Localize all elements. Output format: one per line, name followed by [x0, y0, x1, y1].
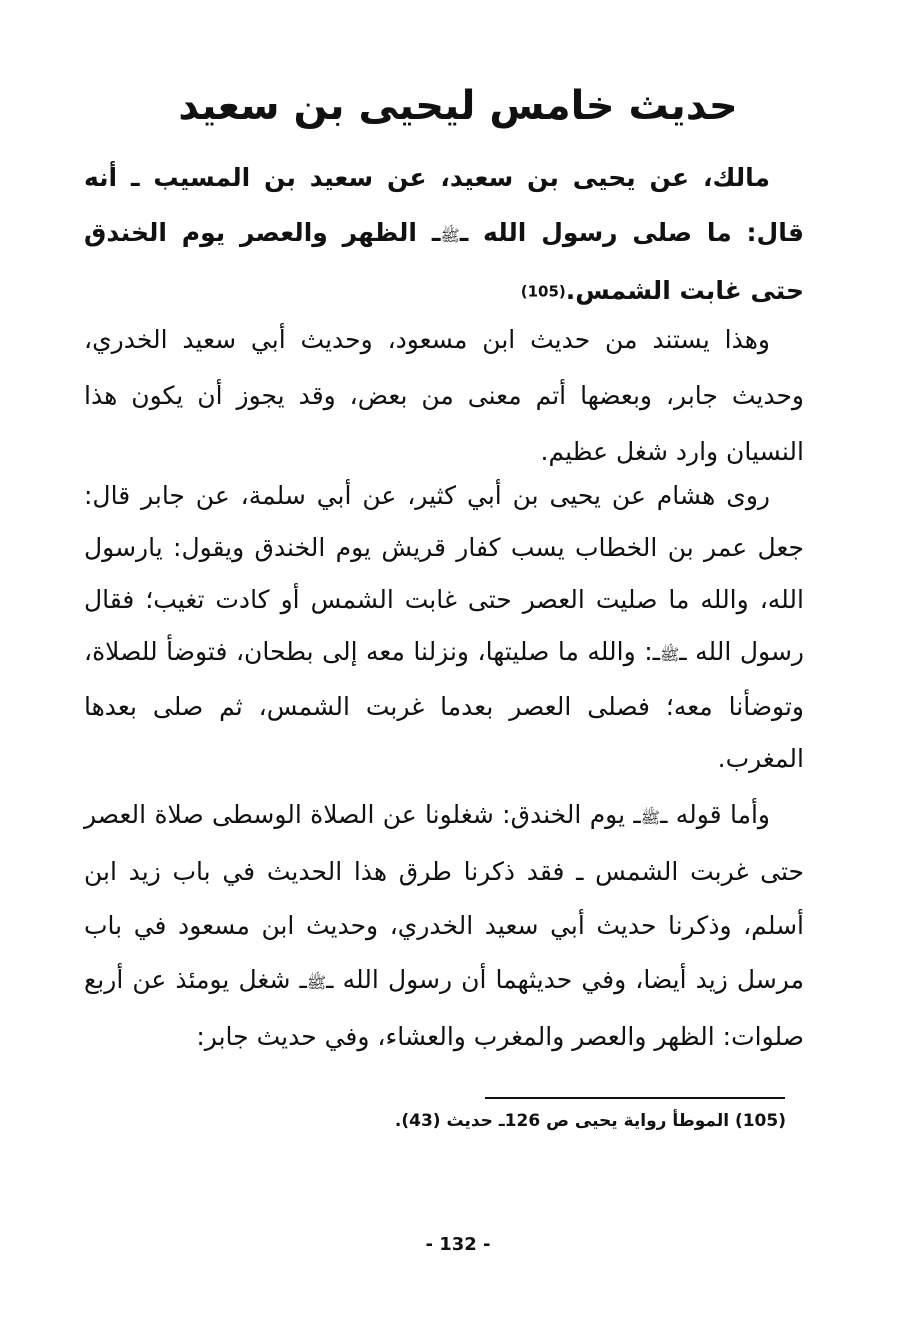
page-number: - 132 - — [425, 1234, 491, 1255]
paragraph-4 — [84, 788, 804, 1064]
footnote-reference: (105) — [520, 282, 566, 301]
paragraph-4-text-mid: ـ يوم الخندق: شغلونا عن الصلاة الوسطى صلاة العصر حتى غربت الشمس ـ فقد ذكرنا طرق هذا الحديث في باب زيد ابن أسلم، وذكرنا حديث أبي سعيد الخدري، وحديث ابن مسعود في باب مرسل زيد أيضا، وفي حديثهما أن رسول الله ـ — [84, 800, 804, 994]
paragraph-4-text-after: ـ شغل يومئذ عن أربع صلوات: الظهر والعصر والمغرب والعشاء، وفي حديث جابر: — [84, 965, 804, 1051]
paragraph-2 — [84, 312, 804, 480]
paragraph-3-text-after: ـ: والله ما صليتها، ونزلنا معه إلى بطحان، فتوضأ للصلاة، وتوضأنا معه؛ فصلى العصر بعدما غربت الشمس، ثم صلى بعدها المغرب. — [84, 637, 804, 773]
section-title: حديث خامس ليحيى بن سعيد — [178, 83, 738, 129]
salla-mark: ﷺ — [659, 645, 680, 664]
paragraph-3-text: روى هشام عن يحيى بن أبي كثير، عن أبي سلمة، عن جابر قال: جعل عمر بن الخطاب يسب كفار قريش يوم الخندق ويقول: يارسول الله، والله ما صليت العصر حتى غابت الشمس أو كادت تغيب؛ فقال رسول الله ـ — [84, 481, 804, 666]
paragraph-1-text: مالك، عن يحيى بن سعيد، عن سعيد بن المسيب ـ أنه قال: ما صلى رسول الله ـ — [84, 163, 804, 247]
paragraph-1 — [84, 150, 804, 320]
footnote: (105) الموطأ رواية يحيى ص 126ـ حديث (43). — [394, 1111, 786, 1131]
paragraph-4-text: وأما قوله ـ — [660, 800, 770, 829]
salla-mark: ﷺ — [640, 808, 661, 827]
paragraph-3 — [84, 470, 804, 785]
salla-mark: ﷺ — [440, 226, 460, 245]
paragraph-1-text-after: ـ الظهر والعصر يوم الخندق حتى غابت الشمس. — [84, 218, 804, 305]
paragraph-2-text: وهذا يستند من حديث ابن مسعود، وحديث أبي سعيد الخدري، وحديث جابر، وبعضها أتم معنى من بعض، وقد يجوز أن يكون هذا النسيان وارد شغل عظيم. — [84, 325, 804, 466]
salla-mark: ﷺ — [306, 973, 327, 992]
footnote-divider — [485, 1097, 785, 1099]
